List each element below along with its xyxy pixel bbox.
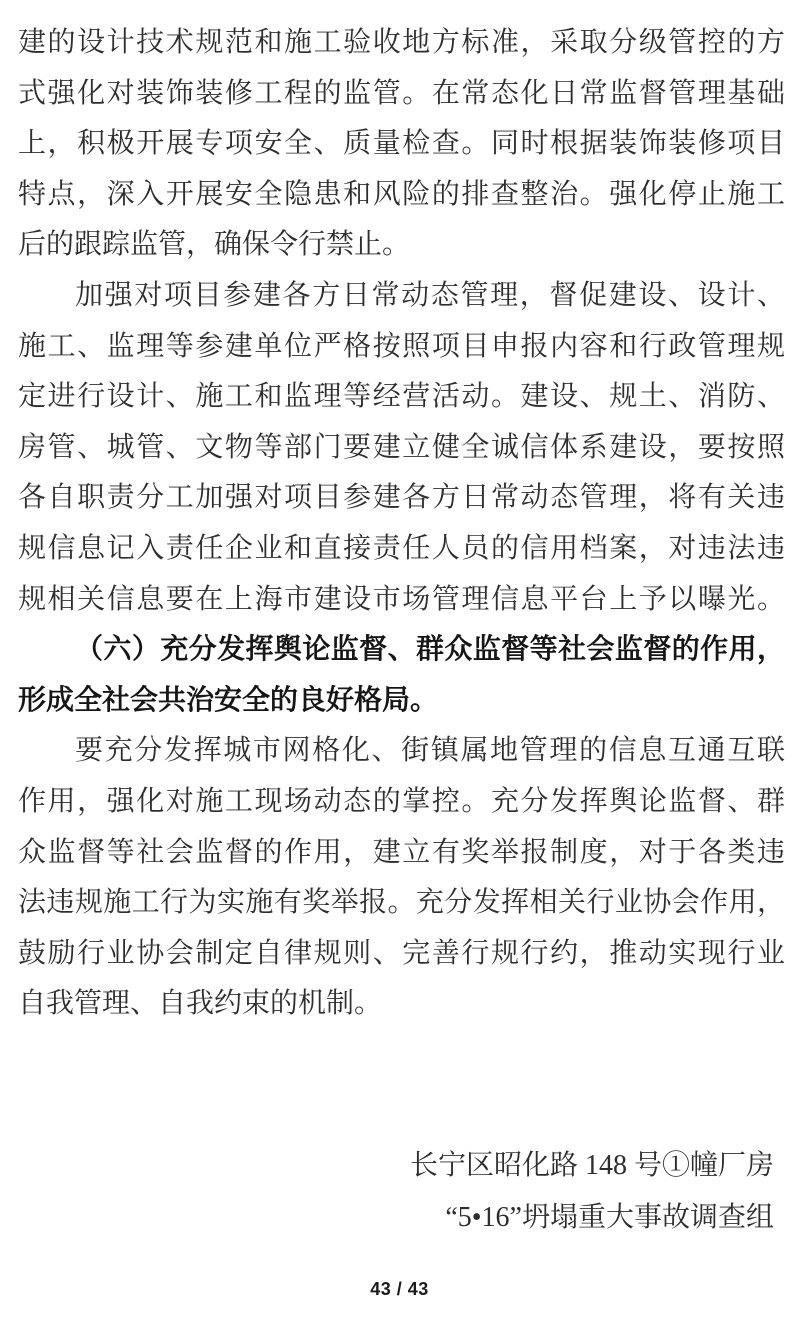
section-heading-line: （六）充分发挥舆论监督、群众监督等社会监督的作用， bbox=[75, 634, 785, 666]
section-heading-line: 形成全社会共治安全的良好格局。 bbox=[18, 684, 439, 716]
text-line: 众监督等社会监督的作用，建立有奖举报制度，对于各类违 bbox=[18, 836, 785, 868]
signature-investigation-team-line: “5•16”坍塌重大事故调查组 bbox=[445, 1202, 774, 1233]
text-line: 后的跟踪监管，确保令行禁止。 bbox=[18, 229, 411, 261]
text-line: 建的设计技术规范和施工验收地方标准，采取分级管控的方 bbox=[18, 27, 785, 58]
text-line: 作用，强化对施工现场动态的掌控。充分发挥舆论监督、群 bbox=[18, 785, 785, 817]
text-line: 鼓励行业协会制定自律规则、完善行规行约，推动实现行业 bbox=[18, 937, 785, 969]
text-line: 房管、城管、文物等部门要建立健全诚信体系建设，要按照 bbox=[18, 431, 785, 463]
text-line: 式强化对装饰装修工程的监管。在常态化日常监督管理基础 bbox=[18, 77, 785, 109]
page-number-indicator: 43 / 43 bbox=[370, 1279, 429, 1299]
signature-block bbox=[18, 1140, 774, 1244]
text-line: 要充分发挥城市网格化、街镇属地管理的信息互通互联 bbox=[75, 735, 785, 767]
signature-address-line: 长宁区昭化路 148 号①幢厂房 bbox=[409, 1150, 774, 1181]
text-line: 上，积极开展专项安全、质量检查。同时根据装饰装修项目 bbox=[18, 128, 785, 160]
text-line: 法违规施工行为实施有奖举报。充分发挥相关行业协会作用， bbox=[18, 887, 785, 919]
document-text-block bbox=[18, 18, 785, 1030]
text-line: 自我管理、自我约束的机制。 bbox=[18, 988, 383, 1020]
text-line: 加强对项目参建各方日常动态管理，督促建设、设计、 bbox=[75, 279, 785, 311]
text-line: 定进行设计、施工和监理等经营活动。建设、规土、消防、 bbox=[18, 381, 785, 413]
text-line: 特点，深入开展安全隐患和风险的排查整治。强化停止施工 bbox=[18, 178, 785, 210]
text-line: 规相关信息要在上海市建设市场管理信息平台上予以曝光。 bbox=[18, 583, 785, 615]
text-line: 规信息记入责任企业和直接责任人员的信用档案，对违法违 bbox=[18, 532, 785, 564]
text-line: 施工、监理等参建单位严格按照项目申报内容和行政管理规 bbox=[18, 330, 785, 362]
text-line: 各自职责分工加强对项目参建各方日常动态管理，将有关违 bbox=[18, 482, 785, 514]
